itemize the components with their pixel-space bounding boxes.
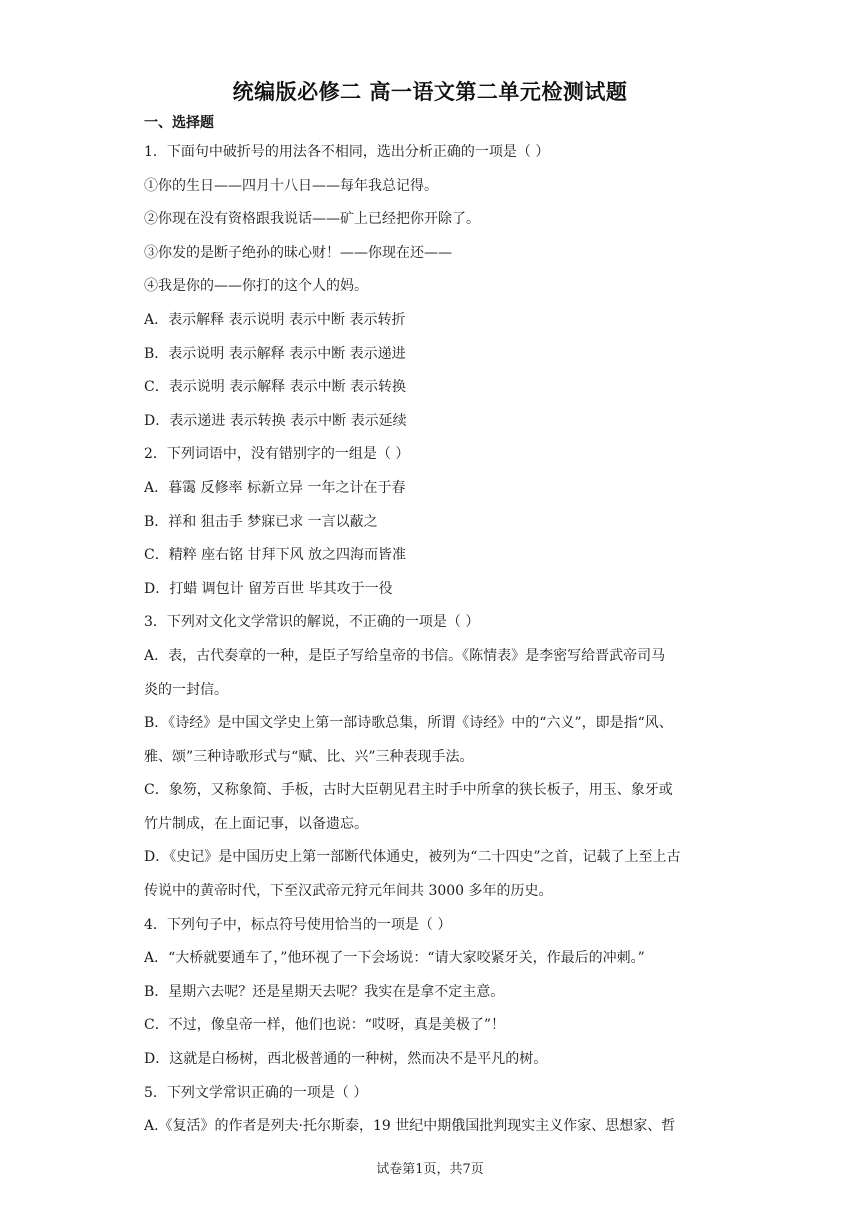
text-line: 3．下列对文化文学常识的解说，不正确的一项是（ ） xyxy=(144,614,480,631)
text-line: ④我是你的——你打的这个人的妈。 xyxy=(144,278,368,295)
text-line: ③你发的是断子绝孙的昧心财！——你现在还—— xyxy=(144,244,452,261)
text-line: A.《复活》的作者是列夫·托尔斯泰，19 世纪中期俄国批判现实主义作家、思想家、哲 xyxy=(144,1118,676,1135)
text-line: B．《诗经》是中国文学史上第一部诗歌总集，所谓《诗经》中的“六义”，即是指“风、 xyxy=(144,715,673,732)
question-body xyxy=(144,136,724,1144)
document-title: 统编版必修二 高一语文第二单元检测试题 xyxy=(232,80,628,104)
text-line: ②你现在没有资格跟我说话——矿上已经把你开除了。 xyxy=(144,211,480,228)
text-line: A．暮霭 反修率 标新立异 一年之计在于春 xyxy=(144,479,406,496)
text-line: 2．下列词语中，没有错别字的一组是（ ） xyxy=(144,446,410,463)
text-line: A．表示解释 表示说明 表示中断 表示转折 xyxy=(144,311,406,328)
text-line: D．《史记》是中国历史上第一部断代体通史，被列为“二十四史”之首，记载了上至上古 xyxy=(144,849,681,866)
text-line: B．表示说明 表示解释 表示中断 表示递进 xyxy=(144,345,406,362)
text-line: 5．下列文学常识正确的一项是（ ） xyxy=(144,1084,368,1101)
text-line: 竹片制成，在上面记事，以备遗忘。 xyxy=(144,815,368,832)
text-line: A．表，古代奏章的一种，是臣子写给皇帝的书信。《陈情表》是李密写给晋武帝司马 xyxy=(144,647,666,664)
text-line: C．精粹 座右铭 甘拜下风 放之四海而皆准 xyxy=(144,547,407,564)
text-line: B．祥和 狙击手 梦寐已求 一言以蔽之 xyxy=(144,513,378,530)
text-line: 雅、颂”三种诗歌形式与“赋、比、兴”三种表现手法。 xyxy=(144,748,474,765)
page-footer: 试卷第1页，共7页 xyxy=(376,1162,484,1177)
text-line: D．表示递进 表示转换 表示中断 表示延续 xyxy=(144,412,407,429)
text-line: D．这就是白杨树，西北极普通的一种树，然而决不是平凡的树。 xyxy=(144,1051,548,1068)
text-line: 炎的一封信。 xyxy=(144,681,228,698)
text-line: A．“大桥就要通车了，”他环视了一下会场说：“请大家咬紧牙关，作最后的冲刺。” xyxy=(144,950,645,967)
text-line: ①你的生日——四月十八日——每年我总记得。 xyxy=(144,177,438,194)
text-line: C．表示说明 表示解释 表示中断 表示转换 xyxy=(144,379,407,396)
text-line: 4．下列句子中，标点符号使用恰当的一项是（ ） xyxy=(144,916,452,933)
text-line: 传说中的黄帝时代，下至汉武帝元狩元年间共 3000 多年的历史。 xyxy=(144,883,553,900)
text-line: C．象笏，又称象简、手板，古时大臣朝见君主时手中所拿的狭长板子，用玉、象牙或 xyxy=(144,782,673,799)
section-heading: 一、选择题 xyxy=(144,115,214,131)
text-line: 1．下面句中破折号的用法各不相同，选出分析正确的一项是（ ） xyxy=(144,144,550,160)
text-line: D．打蜡 调包计 留芳百世 毕其攻于一役 xyxy=(144,580,393,597)
text-line: B．星期六去呢？还是星期天去呢？我实在是拿不定主意。 xyxy=(144,983,505,1000)
text-line: C．不过，像皇帝一样，他们也说：“哎呀，真是美极了”！ xyxy=(144,1017,506,1034)
